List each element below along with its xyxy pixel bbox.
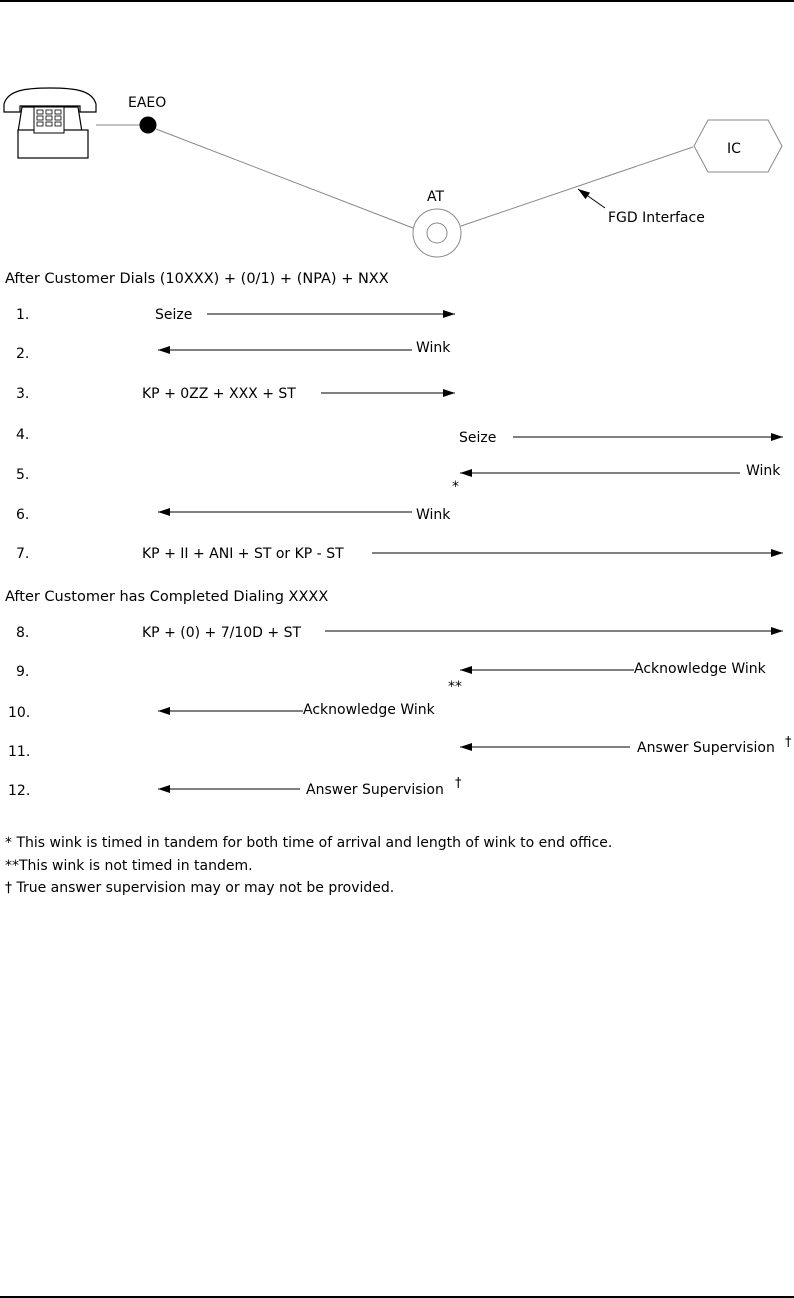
footnote-marker: * [452, 479, 459, 495]
section-heading: After Customer has Completed Dialing XXXX [5, 589, 329, 605]
step-label: Acknowledge Wink [303, 702, 435, 718]
step-number: 3. [16, 386, 30, 402]
step-label: Seize [459, 430, 497, 446]
end-office-label: EAEO [128, 95, 167, 111]
step-number: 1. [16, 307, 30, 323]
step-number: 8. [16, 625, 30, 641]
end-office-node [140, 117, 157, 134]
footnote-2: **This wink is not timed in tandem. [5, 858, 253, 874]
step-label: KP + 0ZZ + XXX + ST [142, 386, 296, 402]
telephone-icon [4, 88, 96, 158]
step-number: 4. [16, 427, 30, 443]
footnote-marker: † [455, 776, 462, 791]
step-label: Answer Supervision [306, 782, 444, 798]
footnote-3: † True answer supervision may or may not be provided. [5, 880, 395, 896]
step-number: 10. [8, 705, 31, 721]
access-tandem-node [413, 209, 461, 257]
step-label: KP + (0) + 7/10D + ST [142, 625, 302, 641]
step-number: 7. [16, 546, 30, 562]
step-label: KP + II + ANI + ST or KP - ST [142, 546, 344, 562]
footnote-1: * This wink is timed in tandem for both time of arrival and length of wink to end office. [5, 835, 613, 851]
step-number: 6. [16, 507, 30, 523]
step-label: Answer Supervision [637, 740, 775, 756]
line-end-office-to-tandem [156, 129, 413, 228]
step-number: 5. [16, 467, 30, 483]
footnote-marker: † [785, 735, 792, 750]
step-number: 11. [8, 744, 31, 760]
step-label: Wink [746, 463, 781, 479]
step-label: Acknowledge Wink [634, 661, 766, 677]
tandem-label: AT [427, 189, 445, 205]
interface-pointer-arrow [578, 189, 605, 208]
carrier-label: IC [727, 141, 741, 157]
step-number: 12. [8, 783, 31, 799]
step-label: Wink [416, 340, 451, 356]
section-heading: After Customer Dials (10XXX) + (0/1) + (NPA) + NXX [5, 271, 389, 287]
step-label: Seize [155, 307, 193, 323]
footnote-marker: ** [448, 679, 462, 695]
interface-label: FGD Interface [608, 210, 705, 226]
step-number: 2. [16, 346, 30, 362]
step-number: 9. [16, 664, 30, 680]
step-label: Wink [416, 507, 451, 523]
